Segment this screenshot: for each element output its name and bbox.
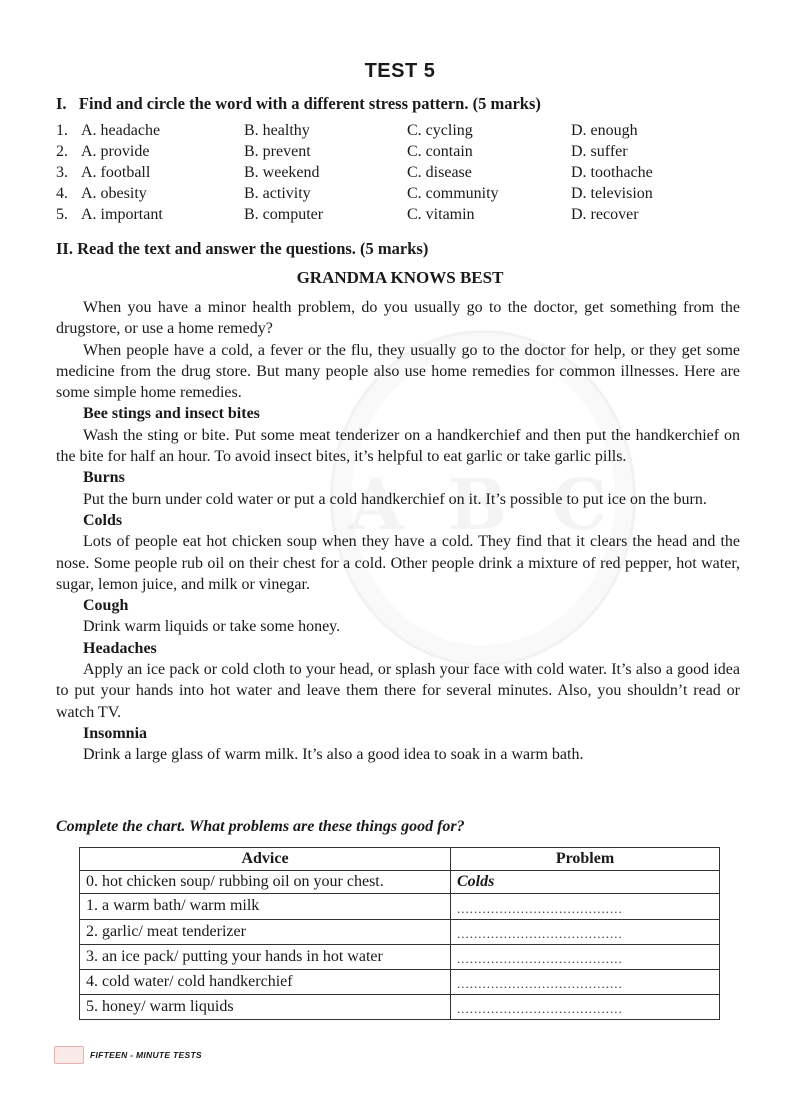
option-d[interactable]: D. recover (571, 206, 639, 223)
intro-paragraph: When you have a minor health problem, do you usually go to the doctor, get something from the drugstore, or use a home remedy? (56, 299, 740, 338)
question-row (56, 164, 756, 185)
question-number: 5. (56, 206, 68, 223)
table-row (80, 944, 720, 969)
remedy-text: Put the burn under cold water or put a cold handkerchief on it. It’s possible to put ice on the burn. (83, 490, 707, 508)
table-row (80, 894, 720, 919)
question-number: 3. (56, 164, 68, 181)
remedy-text: Lots of people eat hot chicken soup when they have a cold. They find that it clears the head and the nose. Some people rub oil on their chest for a cold. Other people drink a mixture of red pepper, hot water, sugar, lemon juice, and milk or vinegar. (56, 533, 740, 593)
remedy-heading: Colds (83, 511, 123, 529)
option-b[interactable]: B. activity (244, 185, 311, 202)
test-title: TEST 5 (364, 60, 436, 82)
publisher-logo-icon (54, 1046, 84, 1064)
remedy-text: Wash the sting or bite. Put some meat tenderizer on a handkerchief and then put the handkerchief on the bite for half an hour. To avoid insect bites, it’s helpful to eat garlic or take garlic pills. (56, 426, 740, 466)
problem-blank-cell[interactable]: ....................................... (451, 944, 720, 969)
remedy-heading: Bee stings and insect bites (83, 405, 260, 423)
remedy-text: Apply an ice pack or cold cloth to your head, or splash your face with cold water. It’s also a good idea to put your hands into hot water and leave them there for several minutes. Also, you shouldn’t read or watch TV. (56, 661, 740, 721)
advice-cell: 1. a warm bath/ warm milk (80, 894, 451, 919)
header-advice: Advice (80, 848, 451, 871)
remedy-heading: Headaches (83, 639, 157, 657)
option-d[interactable]: D. enough (571, 122, 638, 139)
remedy-heading: Cough (83, 597, 129, 615)
option-a[interactable]: A. important (81, 206, 163, 223)
section2-heading: II. Read the text and answer the questions. (5 marks) (56, 239, 429, 258)
page-footer (54, 1046, 202, 1064)
option-d[interactable]: D. suffer (571, 143, 628, 160)
advice-cell: 0. hot chicken soup/ rubbing oil on your chest. (80, 871, 451, 894)
question-number: 2. (56, 143, 68, 160)
question-row (56, 206, 756, 227)
option-b[interactable]: B. computer (244, 206, 324, 223)
problem-answer-cell: Colds (451, 871, 720, 894)
option-a[interactable]: A. obesity (81, 185, 147, 202)
table-row (80, 995, 720, 1020)
reading-passage (56, 297, 740, 766)
problem-blank-cell[interactable]: ....................................... (451, 969, 720, 994)
question-number: 4. (56, 185, 68, 202)
advice-cell: 5. honey/ warm liquids (80, 995, 451, 1020)
option-c[interactable]: C. disease (407, 164, 472, 181)
option-a[interactable]: A. headache (81, 122, 161, 139)
problem-blank-cell[interactable]: ....................................... (451, 894, 720, 919)
remedy-text: Drink warm liquids or take some honey. (83, 618, 341, 636)
chart-instruction: Complete the chart. What problems are these things good for? (56, 818, 465, 835)
option-a[interactable]: A. provide (81, 143, 150, 160)
remedy-heading: Insomnia (83, 724, 148, 742)
question-row (56, 143, 756, 164)
reading-title: GRANDMA KNOWS BEST (296, 268, 504, 287)
option-b[interactable]: B. prevent (244, 143, 311, 160)
advice-cell: 4. cold water/ cold handkerchief (80, 969, 451, 994)
advice-problem-table (79, 847, 720, 1020)
option-d[interactable]: D. television (571, 185, 653, 202)
option-d[interactable]: D. toothache (571, 164, 653, 181)
header-problem: Problem (451, 848, 720, 871)
option-c[interactable]: C. cycling (407, 122, 473, 139)
option-b[interactable]: B. weekend (244, 164, 320, 181)
option-c[interactable]: C. community (407, 185, 499, 202)
intro-paragraph: When people have a cold, a fever or the flu, they usually go to the doctor for help, or they get some medicine from the drug store. But many people also use home remedies for common illnesses. Here are some simple home remedies. (56, 341, 740, 402)
section1-heading: I. Find and circle the word with a different stress pattern. (5 marks) (56, 94, 541, 113)
table-row (80, 969, 720, 994)
option-b[interactable]: B. healthy (244, 122, 310, 139)
problem-blank-cell[interactable]: ....................................... (451, 995, 720, 1020)
table-row (80, 871, 720, 894)
question-row (56, 185, 756, 206)
table-header-row (80, 848, 720, 871)
option-a[interactable]: A. football (81, 164, 151, 181)
remedy-heading: Burns (83, 469, 125, 487)
question-row (56, 122, 756, 143)
advice-cell: 2. garlic/ meat tenderizer (80, 919, 451, 944)
option-c[interactable]: C. vitamin (407, 206, 475, 223)
remedy-text: Drink a large glass of warm milk. It’s also a good idea to soak in a warm bath. (83, 746, 584, 764)
problem-blank-cell[interactable]: ....................................... (451, 919, 720, 944)
advice-cell: 3. an ice pack/ putting your hands in hot water (80, 944, 451, 969)
question-number: 1. (56, 122, 68, 139)
option-c[interactable]: C. contain (407, 143, 473, 160)
stress-question-list (56, 122, 756, 227)
footer-text: FIFTEEN - MINUTE TESTS (90, 1050, 202, 1060)
table-row (80, 919, 720, 944)
